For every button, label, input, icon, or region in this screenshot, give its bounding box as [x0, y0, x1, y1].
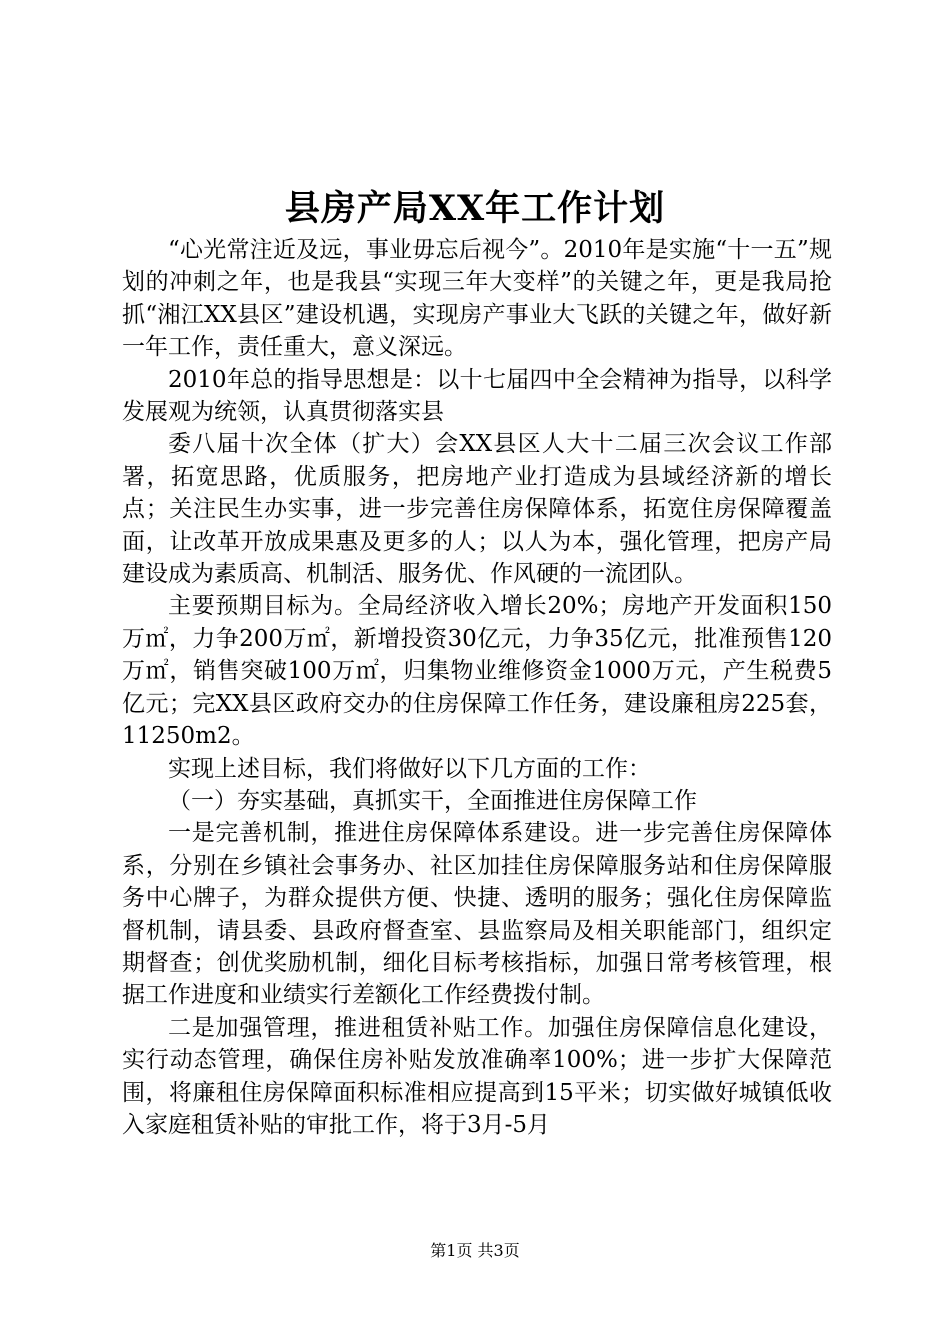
page-footer: 第1页 共3页 [430, 1241, 520, 1260]
paragraph-item-2: 二是加强管理，推进租赁补贴工作。加强住房保障信息化建设，实行动态管理，确保住房补贴发放准确率100%；进一步扩大保障范围，将廉租住房保障面积标准相应提高到15平米；切实做好城镇低收入家庭租赁补贴的审批工作，将于3月-5月 [122, 1014, 832, 1138]
paragraph-work-intro: 实现上述目标，我们将做好以下几方面的工作： [168, 755, 651, 782]
document-title: 县房产局XX年工作计划 [284, 188, 666, 229]
paragraph-targets: 主要预期目标为。全局经济收入增长20%；房地产开发面积150万㎡，力争200万㎡，新增投资30亿元，力争35亿元，批准预售120万㎡，销售突破100万㎡，归集物业维修资金1000万元，产生税费5亿元；完XX县区政府交办的住房保障工作任务，建设廉租房225套，11250m2。 [122, 593, 832, 750]
paragraph-item-1: 一是完善机制，推进住房保障体系建设。进一步完善住房保障体系，分别在乡镇社会事务办、社区加挂住房保障服务站和住房保障服务中心牌子，为群众提供方便、快捷、透明的服务；强化住房保障监督机制，请县委、县政府督查室、县监察局及相关职能部门，组织定期督查；创优奖励机制，细化目标考核指标，加强日常考核管理，根据工作进度和业绩实行差额化工作经费拨付制。 [122, 820, 832, 1009]
section-heading-1: （一）夯实基础，真抓实干，全面推进住房保障工作 [168, 787, 697, 814]
document-body [122, 234, 832, 1141]
paragraph-guiding-thought-cont: 委八届十次全体（扩大）会XX县区人大十二届三次会议工作部署，拓宽思路，优质服务，把房地产业打造成为县域经济新的增长点；关注民生办实事，进一步完善住房保障体系，拓宽住房保障覆盖面，让改革开放成果惠及更多的人；以人为本，强化管理，把房产局建设成为素质高、机制活、服务优、作风硬的一流团队。 [122, 431, 832, 588]
paragraph-guiding-thought: 2010年总的指导思想是：以十七届四中全会精神为指导，以科学发展观为统领，认真贯彻落实县 [122, 366, 832, 426]
paragraph-intro: “心光常注近及远，事业毋忘后视今”。2010年是实施“十一五”规划的冲刺之年，也是我县“实现三年大变样”的关键之年，更是我局抢抓“湘江XX县区”建设机遇，实现房产事业大飞跃的关键之年，做好新一年工作，责任重大，意义深远。 [122, 237, 832, 361]
